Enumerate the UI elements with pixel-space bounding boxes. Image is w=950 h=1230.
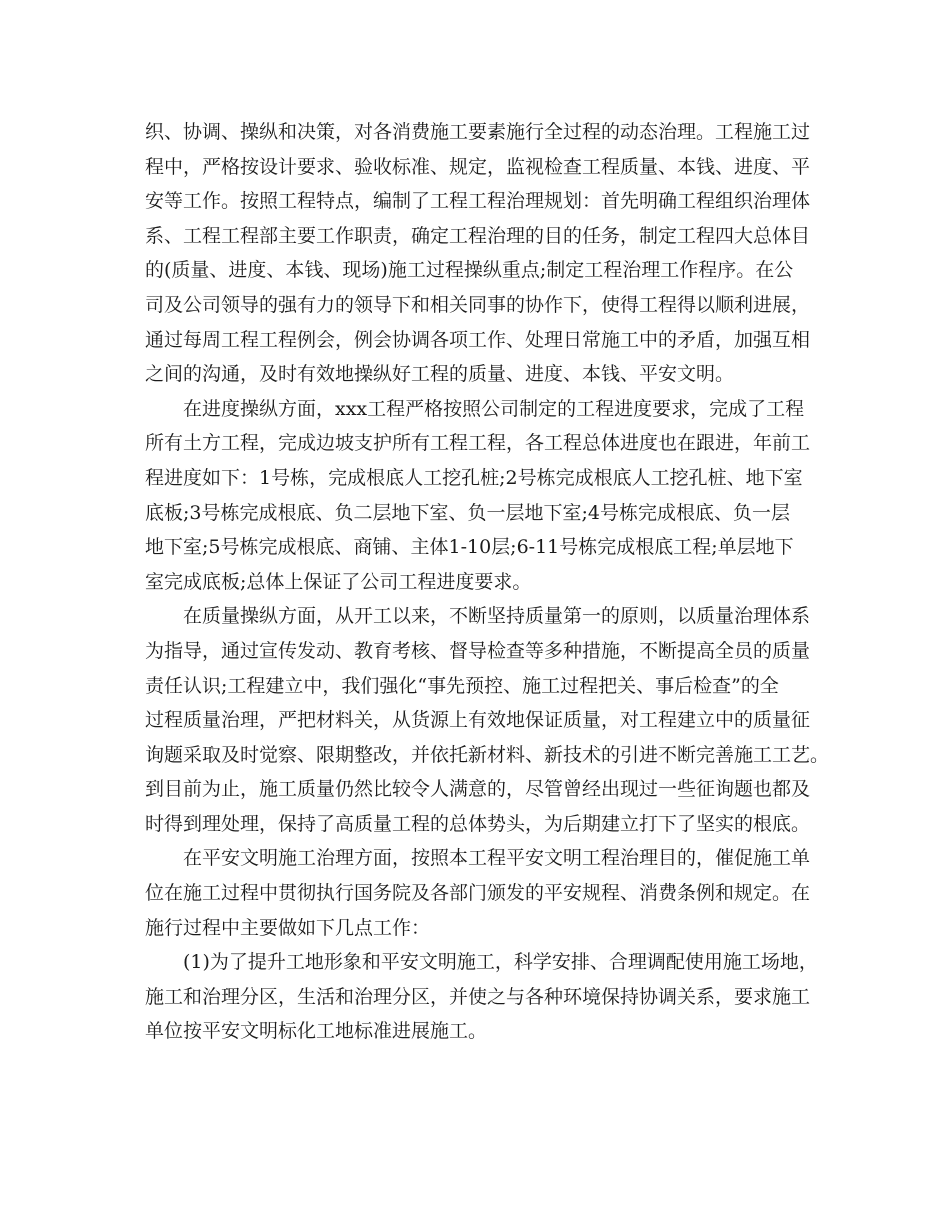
text-line: 织、协调、操纵和决策，对各消费施工要素施行全过程的动态治理。工程施工过 (145, 121, 811, 143)
text-line: 的(质量、进度、本钱、现场)施工过程操纵重点;制定工程治理工作程序。在公 (145, 259, 794, 282)
text-line: 时得到理处理，保持了高质量工程的总体势头，为后期建立打下了坚实的根底。 (145, 812, 811, 835)
text-line: 地下室;5号栋完成根底、商铺、主体1-10层;6-11号栋完成根底工程;单层地下 (145, 536, 794, 559)
paragraph (145, 599, 830, 841)
text-line: 单位按平安文明标化工地标准进展施工。 (145, 1020, 488, 1043)
text-line: (1)为了提升工地形象和平安文明施工，科学安排、合理调配使用施工场地， (183, 951, 818, 974)
text-line: 过程质量治理，严把材料关，从货源上有效地保证质量，对工程建立中的质量征 (145, 709, 811, 732)
text-line: 施工和治理分区，生活和治理分区，并使之与各种环境保持协调关系，要求施工 (145, 985, 811, 1008)
text-line: 询题采取及时觉察、限期整改，并依托新材料、新技术的引进不断完善施工工艺。 (145, 743, 830, 766)
document-body (145, 115, 830, 1049)
text-line: 在进度操纵方面，xxx工程严格按照公司制定的工程进度要求，完成了工程 (183, 397, 805, 420)
text-line: 所有土方工程，完成边坡支护所有工程工程，各工程总体进度也在跟进，年前工 (145, 432, 811, 455)
paragraph (145, 115, 810, 392)
text-line: 施行过程中主要做如下几点工作： (145, 916, 431, 939)
text-line: 底板;3号栋完成根底、负二层地下室、负一层地下室;4号栋完成根底、负一层 (145, 501, 790, 524)
text-line: 程中，严格按设计要求、验收标准、规定，监视检查工程质量、本钱、进度、平 (145, 155, 811, 178)
text-line: 程进度如下：1号栋，完成根底人工挖孔桩;2号栋完成根底人工挖孔桩、地下室 (145, 466, 803, 489)
text-line: 为指导，通过宣传发动、教育考核、督导检查等多种措施，不断提高全员的质量 (145, 639, 811, 662)
text-line: 系、工程工程部主要工作职责，确定工程治理的目的任务，制定工程四大总体目 (145, 224, 811, 247)
text-line: 安等工作。按照工程特点，编制了工程工程治理规划：首先明确工程组织治理体 (145, 190, 811, 213)
text-line: 责任认识;工程建立中，我们强化“事先预控、施工过程把关、事后检查”的全 (145, 674, 779, 697)
paragraph (145, 841, 810, 945)
text-line: 位在施工过程中贯彻执行国务院及各部门颁发的平安规程、消费条例和规定。在 (145, 882, 811, 905)
paragraph (145, 392, 810, 600)
text-line: 之间的沟通，及时有效地操纵好工程的质量、进度、本钱、平安文明。 (145, 363, 735, 386)
text-line: 在质量操纵方面，从开工以来，不断坚持质量第一的原则，以质量治理体系 (183, 605, 811, 628)
paragraph (145, 945, 818, 1049)
text-line: 在平安文明施工治理方面，按照本工程平安文明工程治理目的，催促施工单 (183, 847, 811, 870)
text-line: 司及公司领导的强有力的领导下和相关同事的协作下，使得工程得以顺利进展， (145, 293, 811, 316)
text-line: 到目前为止，施工质量仍然比较令人满意的，尽管曾经出现过一些征询题也都及 (145, 778, 811, 801)
text-line: 室完成底板;总体上保证了公司工程进度要求。 (145, 570, 532, 593)
text-line: 通过每周工程工程例会，例会协调各项工作、处理日常施工中的矛盾，加强互相 (145, 328, 811, 351)
